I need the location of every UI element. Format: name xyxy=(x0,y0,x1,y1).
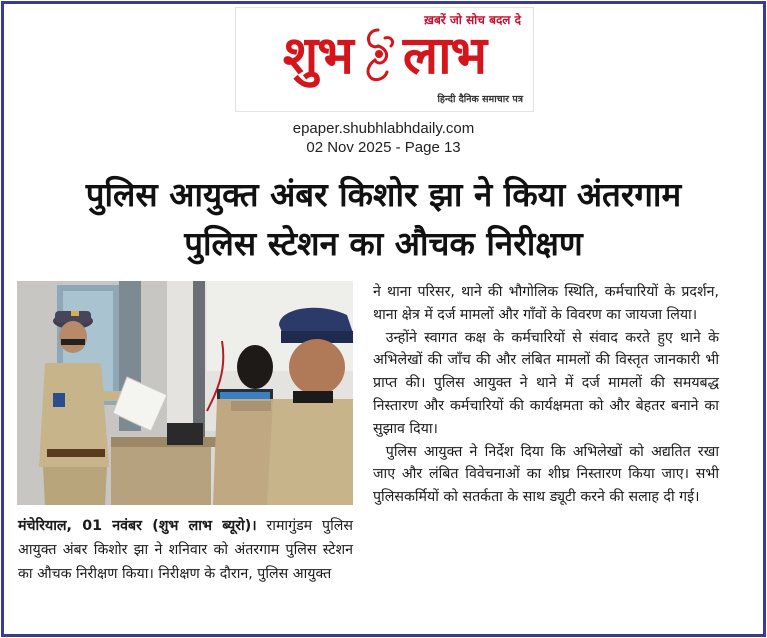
edition-date-page: 02 Nov 2025 - Page 13 xyxy=(306,139,461,156)
newspaper-logo xyxy=(236,23,533,88)
masthead-subline: हिन्दी दैनिक समाचार पत्र xyxy=(437,94,523,105)
article-column-right xyxy=(373,281,719,509)
headline-line-2: पुलिस स्टेशन का औचक निरीक्षण xyxy=(184,224,583,263)
article-column-left xyxy=(18,514,353,586)
epaper-url[interactable]: epaper.shubhlabhdaily.com xyxy=(292,120,475,137)
paragraph-2: उन्होंने स्वागत कक्ष के कर्मचारियों से संवाद करते हुए थाने के अभिलेखों की जाँच की और लंबित मामलों की विस्तृत जानकारी भी प्राप्त की। पुलिस आयुक्त ने थाने में दर्ज मामलों की समयबद्ध निस्तारण और कर्मचारियों की कार्यक्षमता को और बेहतर बनाने का सुझाव दिया। xyxy=(373,329,719,437)
article-dateline: मंचेरियाल, 01 नवंबर (शुभ लाभ ब्यूरो)। xyxy=(18,518,257,534)
ganesha-icon xyxy=(355,24,401,88)
article-headline xyxy=(0,170,767,268)
epaper-source xyxy=(0,119,767,157)
masthead-tagline: ख़बरें जो सोच बदल दे xyxy=(424,13,521,27)
lead-paragraph: रामागुंडम पुलिस आयुक्त अंबर किशोर झा ने शनिवार को अंतरगाम पुलिस स्टेशन का औचक निरीक्षण किया। निरीक्षण के दौरान, पुलिस आयुक्त xyxy=(18,518,353,582)
paragraph-continued: ने थाना परिसर, थाने की भौगोलिक स्थिति, कर्मचारियों के प्रदर्शन, थाना क्षेत्र में दर्ज मामलों और गाँवों के विवरण का जायजा लिया। xyxy=(373,284,719,323)
paragraph-3: पुलिस आयुक्त ने निर्देश दिया कि अभिलेखों को अद्यतित रखा जाए और लंबित विवेचनाओं का शीघ्र निस्तारण किया जाए। सभी पुलिसकर्मियों को सतर्कता के साथ ड्यूटी करने की सलाह दी गई। xyxy=(373,443,719,506)
logo-word-labh: लाभ xyxy=(402,25,487,86)
newspaper-masthead xyxy=(235,7,534,112)
logo-word-shubh: शुभ xyxy=(282,25,353,86)
article-photo xyxy=(17,281,353,505)
headline-line-1: पुलिस आयुक्त अंबर किशोर झा ने किया अंतरगाम xyxy=(85,175,682,214)
